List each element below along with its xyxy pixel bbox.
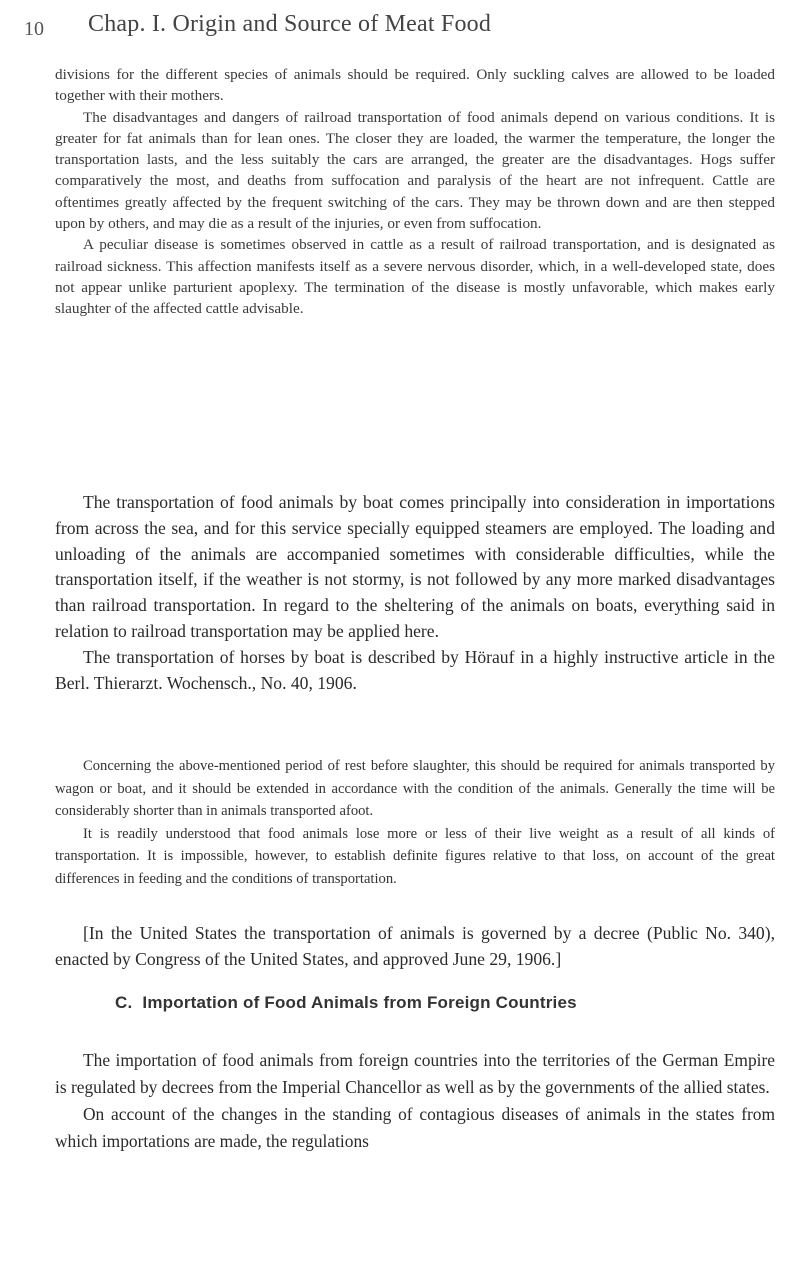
section-title: Importation of Food Animals from Foreign Countries [142, 993, 577, 1012]
text-block-railroad [55, 64, 775, 320]
section-heading [115, 993, 577, 1013]
text-block-rest [55, 755, 775, 890]
text-block-boat [55, 490, 775, 696]
paragraph: The transportation of food animals by boat comes principally into consideration in importations from across the sea, and for this service specially equipped steamers are employed. The loading and unloading of the animals are accompanied sometimes with considerable difficulties, while the transportation itself, if the weather is not stormy, is not followed by any more marked disadvantages than railroad transportation. In regard to the sheltering of the animals on boats, everything said in relation to railroad transportation may be applied here. [55, 492, 775, 641]
text-block-united-states [55, 920, 775, 972]
paragraph: A peculiar disease is sometimes observed in cattle as a result of railroad transportation, and is designated as railroad sickness. This affection manifests itself as a severe nervous disorder, which, in a well-developed state, does not appear unlike parturient apoplexy. The termination of the disease is mostly unfavorable, which makes early slaughter of the affected cattle advisable. [55, 236, 775, 318]
paragraph: The transportation of horses by boat is described by Hörauf in a highly instructive article in the Berl. Thierarzt. Wochensch., No. 40, 1906. [55, 646, 775, 693]
text-block-importation [55, 1047, 775, 1155]
page-header [0, 10, 800, 50]
paragraph: The disadvantages and dangers of railroad transportation of food animals depend on various conditions. It is greater for fat animals than for lean ones. The closer they are loaded, the warmer the temperature, the longer the transportation lasts, and the less suitably the cars are arranged, the greater are the disadvantages. Hogs suffer comparatively the most, and deaths from suffocation and paralysis of the heart are not infrequent. Cattle are oftentimes greatly affected by the frequent switching of the cars. They may be thrown down and are then stepped upon by others, and may die as a result of the injuries, or even from suffocation. [55, 108, 775, 233]
paragraph: divisions for the different species of animals should be required. Only suckling calves are allowed to be loaded together with their mothers. [55, 66, 775, 105]
paragraph: Concerning the above-mentioned period of rest before slaughter, this should be required for animals transported by wagon or boat, and it should be extended in accordance with the condition of the animals. Generally the time will be considerably shorter than in animals transported afoot. [55, 758, 775, 819]
paragraph: The importation of food animals from foreign countries into the territories of the German Empire is regulated by decrees from the Imperial Chancellor as well as by the governments of the allied states. [55, 1050, 775, 1097]
paragraph: It is readily understood that food animals lose more or less of their live weight as a result of all kinds of transportation. It is impossible, however, to establish definite figures relative to that loss, on account of the great differences in feeding and the conditions of transportation. [55, 825, 775, 887]
paragraph: [In the United States the transportation of animals is governed by a decree (Public No. 340), enacted by Congress of the United States, and approved June 29, 1906.] [55, 923, 775, 969]
section-letter: C. [115, 993, 133, 1012]
running-head: Chap. I. Origin and Source of Meat Food [88, 11, 492, 37]
page-number: 10 [24, 18, 44, 40]
paragraph: On account of the changes in the standing of contagious diseases of animals in the states from which importations are made, the regulations [55, 1104, 775, 1151]
